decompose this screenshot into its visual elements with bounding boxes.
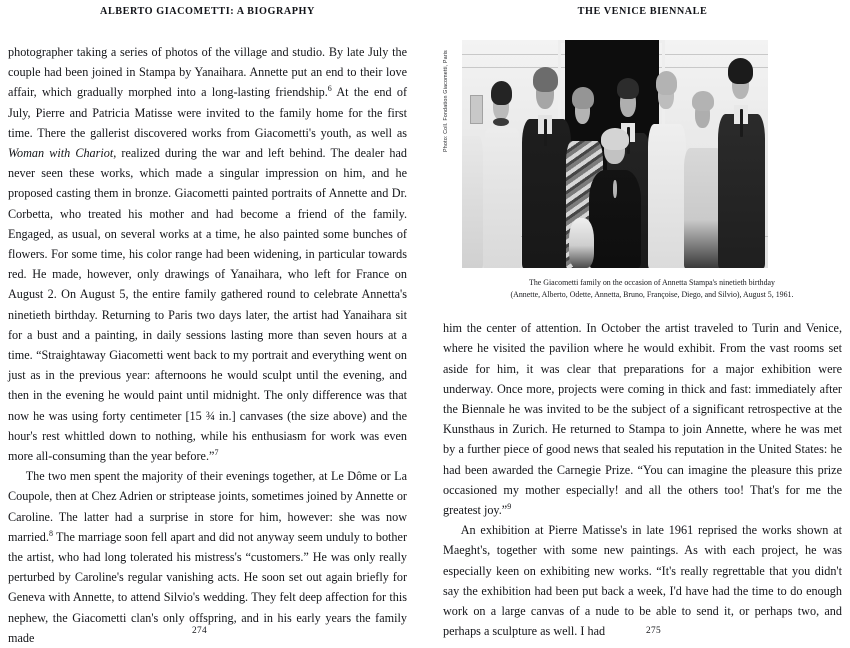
- left-page: [0, 0, 425, 646]
- photo-dog: [569, 218, 593, 268]
- right-page-number: 275: [646, 626, 661, 636]
- photo-figure-person: [480, 67, 523, 268]
- right-page: [425, 0, 850, 646]
- left-text-column: [8, 42, 407, 648]
- left-page-number: 274: [192, 626, 207, 636]
- family-photograph-figure: [443, 40, 842, 268]
- family-photograph-image: [462, 40, 768, 268]
- paragraph: him the center of attention. In October the artist traveled to Turin and Venice, where he visited the pavilion where he would exhibit. From the vast rooms set aside for him, it was clear that preparations for a major exhibition were underway. Once more, projects were coming in thick and fast: immediately after the Biennale he was invited to be the subject of a significant retrospective at the Kunsthaus in Zurich. He returned to Stampa to join Annette, where he was met by a further piece of good news that sealed his reputation in the United States: he had been awarded the Carnegie Prize. “You can imagine the pleasure this prize occasioned my mother especially! and all the others too! That's for me the greatest joy.”$^9$: [443, 321, 842, 518]
- photo-figure-person: [716, 54, 768, 268]
- right-running-head: THE VENICE BIENNALE: [577, 6, 708, 17]
- paragraph: The two men spent the majority of their evenings together, at Le Dôme or La Coupole, then at Chez Adrien or striptease joints, sometimes joined by Annette or Caroline. The latter had a surprise in store for him, however: she was now married.$^8$ The marriage soon fell apart and did not anyway seem unduly to bother the artist, who had long tolerated his mistress's “customers.” He was only really perturbed by Caroline's regular vanishing acts. He soon set out again briefly for Geneva with Annette, to attend Silvio's wedding. They felt deep affection for this nephew, the Giacometti clan's only offspring, and in his early years the family made: [8, 469, 407, 645]
- photo-credit: Photo: Coll. Fondation Giacometti, Paris: [443, 50, 449, 152]
- right-text-column: [443, 318, 842, 641]
- left-running-head: ALBERTO GIACOMETTI: A BIOGRAPHY: [100, 6, 315, 17]
- photo-figure-person-seated: [587, 131, 642, 268]
- paragraph: photographer taking a series of photos of the village and studio. By late July the couple had been joined in Stampa by Yanaihara. Annette put an end to their love affair, which gradually morphed into a long-lasting friendship.$^6$ At the end of July, Pierre and Patricia Matisse were invited to the family home for the first time. There the gallerist discovered works from Giacometti's youth, as well as Woman with Chariot, realized during the war and left behind. The dealer had never seen these works, which made a singular impression on him, and he proposed casting them in bronze. Giacometti painted portraits of Annette and Dr. Corbetta, who treated his mother and had become a friend of the family. Engaged, as usual, on several works at a time, he also painted some bunches of flowers. For some time, his color range had been widening, in particular towards red. He made, however, only drawings of Yanaihara, who left for France on August 2. On August 5, the entire family gathered round to celebrate Annetta's ninetieth birthday. Returning to Paris two days later, the artist had Yanaihara sit for a bust and a painting, in daily sessions lasting more than seven hours at a time. “Straightaway Giacometti went back to my portrait and everything went on just as in the previous year: afternoons he would sculpt until the evening, and then in the evening he would paint until midnight. The only difference was that now he was using forty centimeter [15 ¾ in.] canvases (the size above) and the hour's rest whittled down to nothing, while his enthusiasm for work was even more all-consuming than the year before.”$^7$: [8, 45, 407, 464]
- caption-line-1: The Giacometti family on the occasion of Annetta Stampa's ninetieth birthday: [529, 278, 775, 287]
- caption-line-2: (Annette, Alberto, Odette, Annetta, Bruno, Françoise, Diego, and Silvio), August 5, 1961.: [510, 289, 794, 299]
- paragraph: An exhibition at Pierre Matisse's in late 1961 reprised the works shown at Maeght's, together with some new paintings. As with each project, he was especially keen on exhibiting new works. “It's really regrettable that you didn't say the exhibition had been put back a week, I'd have had the time to do enough work on a large canvas of a nude to be able to send it, or perhaps two, and perhaps a sculpture as well. I had: [443, 523, 842, 639]
- figure-caption: [443, 277, 842, 300]
